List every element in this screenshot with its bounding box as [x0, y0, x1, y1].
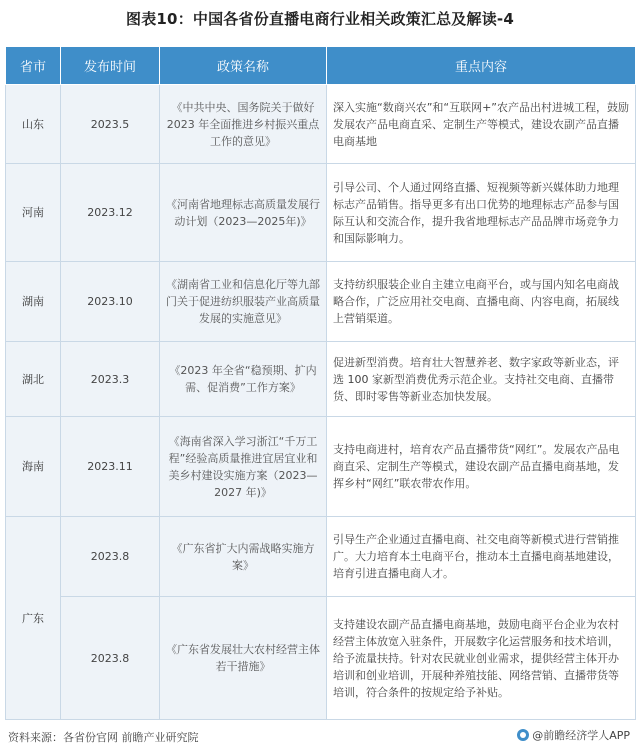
date-cell: 2023.8: [61, 517, 160, 597]
province-cell: 广东: [6, 517, 61, 720]
header-date: 发布时间: [61, 47, 160, 85]
content-cell: 引导公司、个人通过网络直播、短视频等新兴媒体助力地理标志产品销售。指导更多有出口优势的地理标志产品参与国际互认和交流合作，提升我省地理标志产品品牌市场竞争力和国际影响力。: [327, 164, 636, 262]
table-row: [6, 85, 636, 164]
date-cell: 2023.3: [61, 342, 160, 417]
date-cell: 2023.10: [61, 262, 160, 342]
source-note: 资料来源：各省份官网 前瞻产业研究院: [8, 731, 199, 744]
brand-credit: [517, 727, 630, 743]
table-row: [6, 417, 636, 517]
policy-cell: 《广东省扩大内需战略实施方案》: [160, 517, 327, 597]
content-cell: 支持纺织服装企业自主建立电商平台，或与国内知名电商战略合作，广泛应用社交电商、直播电商、内容电商，拓展线上营销渠道。: [327, 262, 636, 342]
table-row: [6, 342, 636, 417]
policy-cell: 《海南省深入学习浙江“千万工程”经验高质量推进宜居宜业和美乡村建设实施方案（2023—2027 年)》: [160, 417, 327, 517]
date-cell: 2023.5: [61, 85, 160, 164]
policy-table: [5, 46, 636, 720]
date-cell: 2023.8: [61, 597, 160, 720]
figure-title: 图表10：中国各省份直播电商行业相关政策汇总及解读-4: [126, 10, 514, 28]
province-cell: 湖北: [6, 342, 61, 417]
brand-logo-icon: [517, 729, 529, 741]
province-cell: 湖南: [6, 262, 61, 342]
policy-cell: 《河南省地理标志高质量发展行动计划（2023—2025年)》: [160, 164, 327, 262]
table-row: [6, 262, 636, 342]
date-cell: 2023.12: [61, 164, 160, 262]
table-row: [6, 597, 636, 720]
policy-cell: 《2023 年全省“稳预期、扩内需、促消费”工作方案》: [160, 342, 327, 417]
province-cell: 山东: [6, 85, 61, 164]
table-row: [6, 164, 636, 262]
header-province: 省市: [6, 47, 61, 85]
content-cell: 深入实施“数商兴农”和“互联网+”农产品出村进城工程，鼓励发展农产品电商直采、定制生产等模式，建设农副产品直播电商基地: [327, 85, 636, 164]
province-cell: 海南: [6, 417, 61, 517]
content-cell: 支持电商进村，培育农产品直播带货“网红”。发展农产品电商直采、定制生产等模式，建设农副产品直播电商基地，发挥乡村“网红”联农带农作用。: [327, 417, 636, 517]
header-key-content: 重点内容: [327, 47, 636, 85]
content-cell: 引导生产企业通过直播电商、社交电商等新模式进行营销推广。大力培育本土电商平台，推动本土直播电商基地建设，培育引进直播电商人才。: [327, 517, 636, 597]
policy-cell: 《湖南省工业和信息化厅等九部门关于促进纺织服装产业高质量发展的实施意见》: [160, 262, 327, 342]
content-cell: 促进新型消费。培育壮大智慧养老、数字家政等新业态，评选 100 家新型消费优秀示范企业。支持社交电商、直播带货、即时零售等新业态加快发展。: [327, 342, 636, 417]
province-cell: 河南: [6, 164, 61, 262]
brand-label: @前瞻经济学人APP: [532, 729, 630, 742]
table-row: [6, 517, 636, 597]
date-cell: 2023.11: [61, 417, 160, 517]
content-cell: 支持建设农副产品直播电商基地，鼓励电商平台企业为农村经营主体放宽入驻条件，开展数字化运营服务和技术培训，给予流量扶持。针对农民就业创业需求，提供经营主体开办培训和创业培训，开展种养殖技能、网络营销、直播带货等培训，符合条件的按规定给予补贴。: [327, 597, 636, 720]
header-policy-name: 政策名称: [160, 47, 327, 85]
policy-cell: 《广东省发展壮大农村经营主体若干措施》: [160, 597, 327, 720]
policy-cell: 《中共中央、国务院关于做好 2023 年全面推进乡村振兴重点工作的意见》: [160, 85, 327, 164]
table-header-row: [6, 47, 636, 85]
